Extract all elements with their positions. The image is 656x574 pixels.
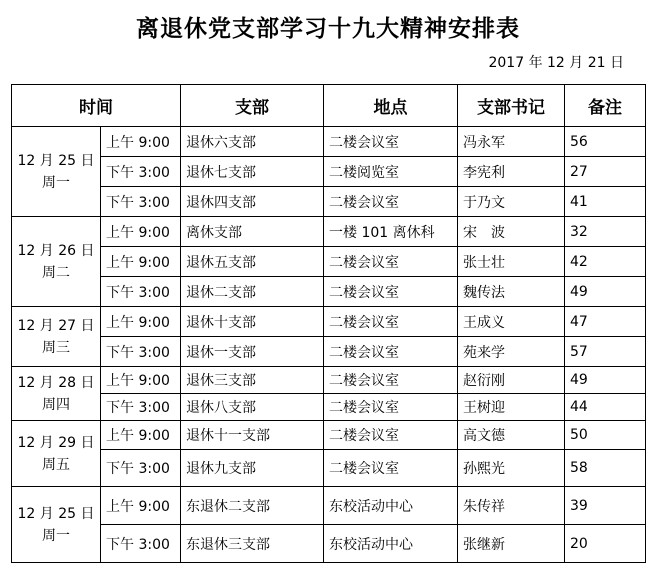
secretary-cell: 孙熙光 [458,450,565,487]
weekday-label: 周五 [42,456,70,473]
secretary-cell: 张士壮 [458,247,565,277]
table-row [12,187,646,217]
time-cell: 上午 9:00 [101,127,181,157]
time-cell: 上午 9:00 [101,367,181,394]
remarks-cell: 27 [565,157,646,187]
location-cell: 二楼阅览室 [324,157,458,187]
location-cell: 二楼会议室 [324,187,458,217]
date-cell [12,127,101,217]
branch-cell: 退休九支部 [181,450,324,487]
weekday-label: 周三 [42,339,70,356]
date-label: 12 月 25 日 [17,505,95,522]
secretary-cell: 朱传祥 [458,487,565,525]
location-cell: 二楼会议室 [324,394,458,421]
secretary-cell: 魏传法 [458,277,565,307]
location-cell: 二楼会议室 [324,421,458,450]
time-cell: 下午 3:00 [101,525,181,563]
table-row [12,421,646,450]
table-row [12,337,646,367]
secretary-cell: 王成义 [458,307,565,337]
table-row [12,525,646,563]
column-header-remarks: 备注 [565,85,646,127]
branch-cell: 退休五支部 [181,247,324,277]
time-cell: 下午 3:00 [101,337,181,367]
location-cell: 二楼会议室 [324,127,458,157]
weekday-label: 周一 [42,174,70,191]
remarks-cell: 44 [565,394,646,421]
location-cell: 二楼会议室 [324,247,458,277]
secretary-cell: 李宪利 [458,157,565,187]
branch-cell: 退休十一支部 [181,421,324,450]
time-cell: 上午 9:00 [101,217,181,247]
remarks-cell: 57 [565,337,646,367]
weekday-label: 周二 [42,264,70,281]
secretary-cell: 赵衍刚 [458,367,565,394]
date-label: 12 月 29 日 [17,434,95,451]
secretary-cell: 高文德 [458,421,565,450]
time-cell: 上午 9:00 [101,307,181,337]
location-cell: 二楼会议室 [324,367,458,394]
remarks-cell: 41 [565,187,646,217]
table-row [12,157,646,187]
table-row [12,247,646,277]
column-header-time: 时间 [12,85,181,127]
location-cell: 二楼会议室 [324,307,458,337]
time-cell: 上午 9:00 [101,247,181,277]
page-title: 离退休党支部学习十九大精神安排表 [136,16,520,42]
remarks-cell: 49 [565,367,646,394]
branch-cell: 退休四支部 [181,187,324,217]
table-row [12,487,646,525]
table-row [12,450,646,487]
table-row [12,277,646,307]
table-row [12,394,646,421]
secretary-cell: 王树迎 [458,394,565,421]
location-cell: 二楼会议室 [324,277,458,307]
date-cell [12,487,101,563]
time-cell: 下午 3:00 [101,450,181,487]
location-cell: 一楼 101 离休科 [324,217,458,247]
secretary-cell: 宋 波 [458,217,565,247]
branch-cell: 东退休二支部 [181,487,324,525]
date-label: 12 月 25 日 [17,152,95,169]
time-cell: 下午 3:00 [101,157,181,187]
branch-cell: 退休二支部 [181,277,324,307]
column-header-branch: 支部 [181,85,324,127]
location-cell: 东校活动中心 [324,487,458,525]
secretary-cell: 苑来学 [458,337,565,367]
time-cell: 上午 9:00 [101,421,181,450]
remarks-cell: 39 [565,487,646,525]
branch-cell: 退休十支部 [181,307,324,337]
branch-cell: 退休三支部 [181,367,324,394]
remarks-cell: 32 [565,217,646,247]
table-row [12,217,646,247]
date-label: 12 月 27 日 [17,317,95,334]
remarks-cell: 49 [565,277,646,307]
date-cell [12,421,101,487]
remarks-cell: 58 [565,450,646,487]
date-cell [12,217,101,307]
branch-cell: 退休八支部 [181,394,324,421]
remarks-cell: 50 [565,421,646,450]
secretary-cell: 张继新 [458,525,565,563]
date-label: 12 月 26 日 [17,242,95,259]
column-header-secretary: 支部书记 [458,85,565,127]
remarks-cell: 42 [565,247,646,277]
document-date: 2017 年 12 月 21 日 [488,55,624,71]
weekday-label: 周一 [42,527,70,544]
table-row [12,367,646,394]
header-row [12,85,646,127]
branch-cell: 退休七支部 [181,157,324,187]
location-cell: 二楼会议室 [324,450,458,487]
location-cell: 东校活动中心 [324,525,458,563]
secretary-cell: 于乃文 [458,187,565,217]
date-label: 12 月 28 日 [17,374,95,391]
schedule-table [11,84,646,563]
time-cell: 下午 3:00 [101,187,181,217]
remarks-cell: 47 [565,307,646,337]
branch-cell: 退休一支部 [181,337,324,367]
date-cell [12,367,101,421]
branch-cell: 东退休三支部 [181,525,324,563]
location-cell: 二楼会议室 [324,337,458,367]
table-row [12,127,646,157]
time-cell: 下午 3:00 [101,277,181,307]
weekday-label: 周四 [42,396,70,413]
secretary-cell: 冯永军 [458,127,565,157]
date-cell [12,307,101,367]
branch-cell: 离休支部 [181,217,324,247]
remarks-cell: 56 [565,127,646,157]
branch-cell: 退休六支部 [181,127,324,157]
table-row [12,307,646,337]
column-header-location: 地点 [324,85,458,127]
time-cell: 下午 3:00 [101,394,181,421]
time-cell: 上午 9:00 [101,487,181,525]
remarks-cell: 20 [565,525,646,563]
